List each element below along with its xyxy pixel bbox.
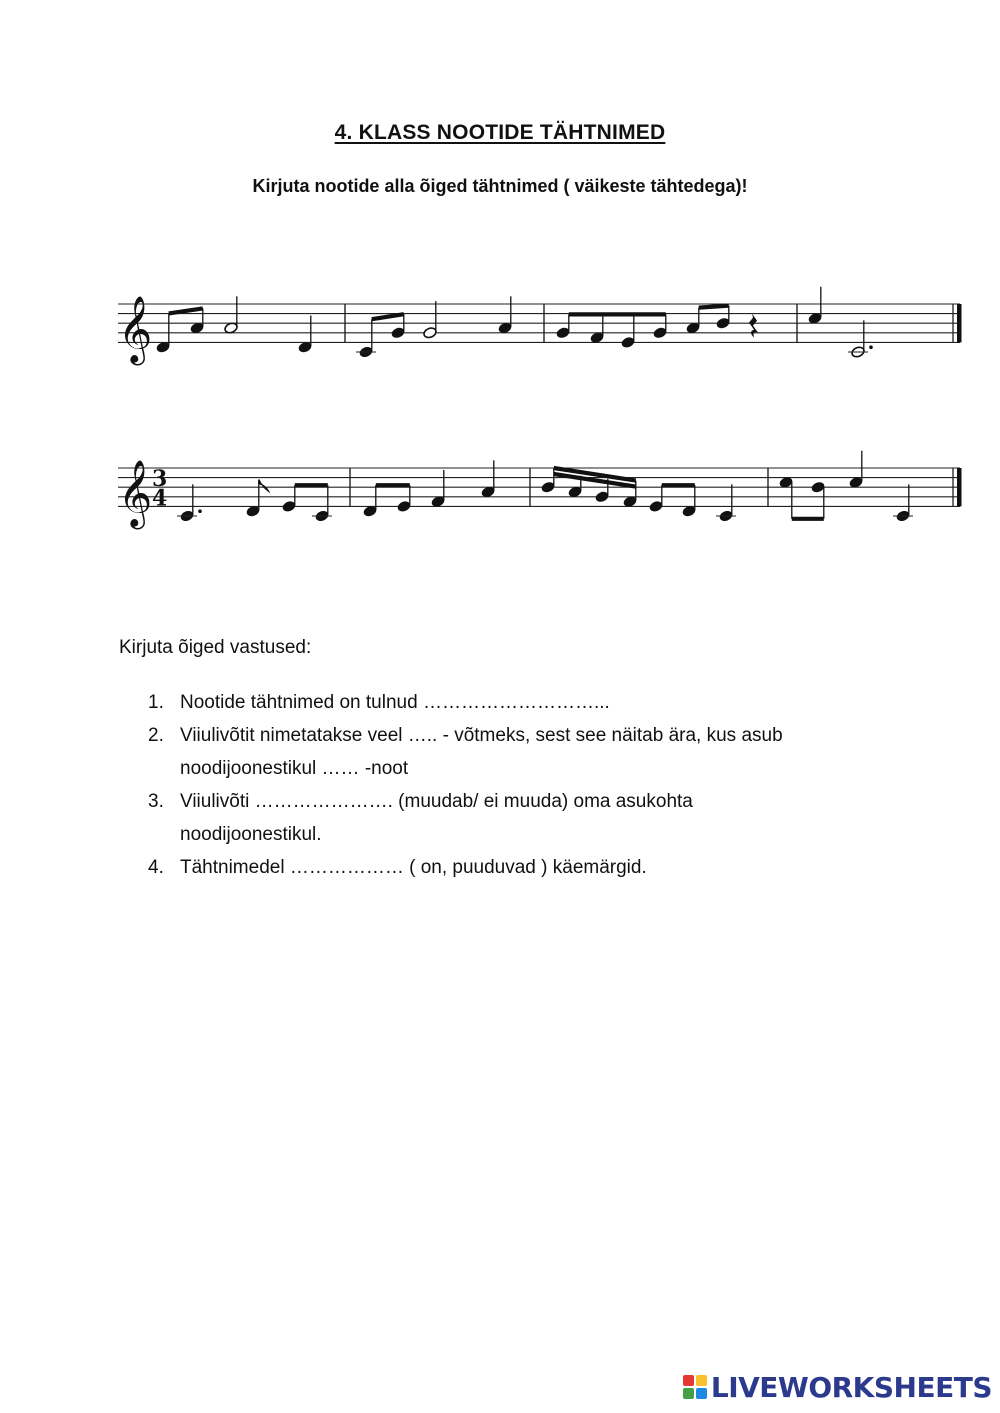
note — [686, 308, 701, 335]
question-number: 3. — [148, 791, 164, 812]
beam — [169, 308, 203, 313]
note — [716, 484, 736, 522]
eighth-flag — [259, 480, 269, 492]
question-text: Viiulivõti …………………. (muudab/ ei muuda) oma asukohta — [180, 791, 693, 812]
note — [177, 484, 202, 522]
question-text-continued: noodijoonestikul. — [180, 824, 322, 845]
music-score — [0, 0, 1000, 560]
question-text: Nootide tähtnimed on tulnud ………………………... — [180, 692, 610, 713]
note — [431, 470, 446, 508]
question-number: 2. — [148, 725, 164, 746]
note — [356, 319, 376, 358]
final-barline-thick — [957, 304, 962, 342]
note — [298, 316, 313, 354]
note — [716, 306, 731, 330]
instruction: Kirjuta nootide alla õiged tähtnimed ( väikeste tähtedega)! — [252, 176, 748, 196]
question-item — [148, 785, 888, 851]
logo-blocks-icon — [683, 1375, 707, 1399]
question-list — [148, 686, 888, 884]
note — [848, 320, 873, 358]
note — [893, 484, 913, 522]
note — [246, 480, 269, 518]
note — [621, 314, 636, 348]
question-number: 1. — [148, 692, 164, 713]
augmentation-dot — [869, 345, 873, 349]
note — [282, 485, 297, 513]
note — [849, 451, 864, 489]
note — [363, 485, 378, 517]
note — [811, 481, 826, 519]
question-text: Viiulivõtit nimetatakse veel ….. - võtmeks, sest see näitab ära, kus asub — [180, 725, 783, 746]
note — [541, 468, 556, 494]
note — [779, 476, 794, 519]
question-number: 4. — [148, 857, 164, 878]
final-barline-thick — [957, 468, 962, 506]
note — [481, 460, 496, 498]
beam — [699, 306, 729, 308]
question-item — [148, 686, 888, 719]
augmentation-dot — [198, 509, 202, 513]
note — [312, 485, 332, 522]
note — [682, 485, 697, 517]
page-title: 4. KLASS NOOTIDE TÄHTNIMED — [334, 121, 666, 144]
note — [808, 287, 823, 325]
answers-prompt: Kirjuta õiged vastused: — [119, 637, 312, 658]
note — [423, 301, 438, 339]
note — [649, 485, 664, 513]
staff-system-1 — [118, 287, 962, 366]
question-item — [148, 851, 888, 884]
note — [156, 313, 171, 353]
question-text: Tähtnimedel ……………… ( on, puuduvad ) käemärgid. — [180, 857, 647, 878]
treble-clef-icon: 𝄞 — [118, 294, 153, 363]
time-signature-top: 3 — [152, 466, 168, 493]
note — [556, 314, 571, 339]
logo-text: LIVEWORKSHEETS — [710, 1370, 992, 1404]
question-text-continued: noodijoonestikul …… -noot — [180, 758, 409, 779]
note — [498, 296, 513, 334]
note — [397, 485, 412, 513]
staff-system-2 — [118, 451, 962, 530]
note — [224, 296, 239, 334]
note — [653, 314, 668, 339]
liveworksheets-logo — [683, 1369, 992, 1405]
note — [190, 308, 205, 334]
treble-clef-icon: 𝄞 — [118, 458, 153, 527]
quarter-rest-icon — [749, 314, 758, 338]
time-signature-bottom: 4 — [152, 485, 168, 512]
beam — [372, 314, 404, 319]
question-item — [148, 719, 888, 785]
note — [590, 314, 605, 344]
